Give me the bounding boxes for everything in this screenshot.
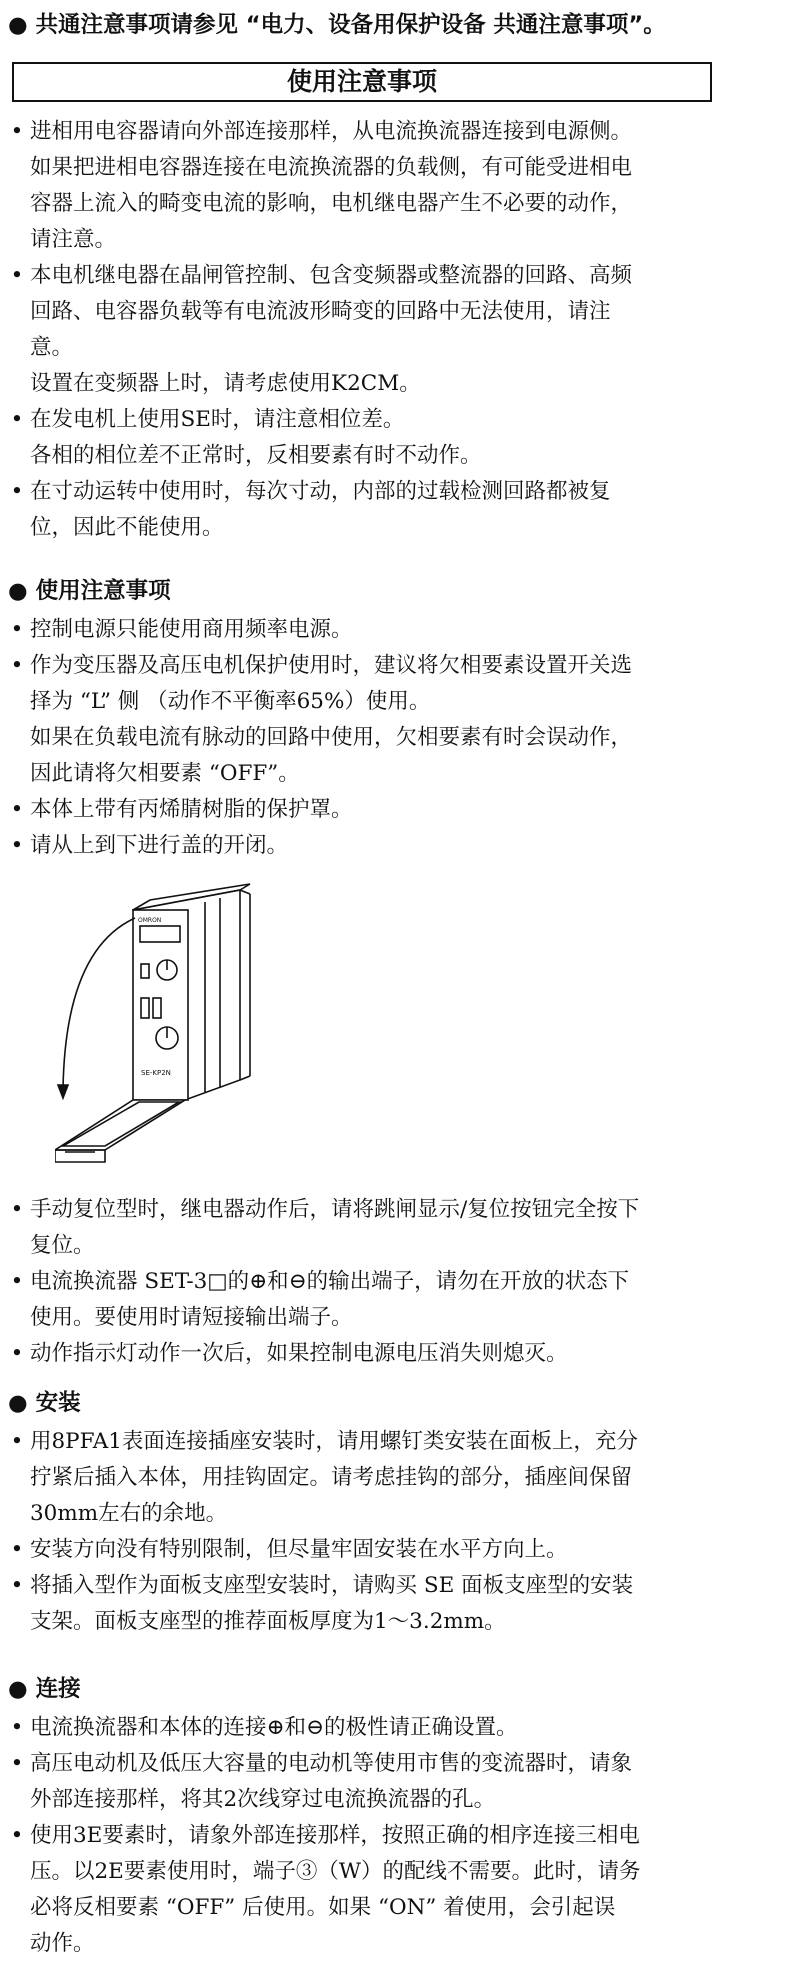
list-item-line: 动作指示灯动作一次后，如果控制电源电压消失则熄灭。	[30, 1341, 568, 1366]
bullet-dot: •	[10, 119, 24, 144]
list-item-line: 本电机继电器在晶闸管控制、包含变频器或整流器的回路、高频	[30, 263, 633, 288]
list-item-line: 如果在负载电流有脉动的回路中使用，欠相要素有时会误动作，	[30, 725, 633, 750]
list-item-line: 各相的相位差不正常时，反相要素有时不动作。	[30, 443, 482, 468]
bullet-dot: •	[10, 1269, 24, 1294]
list-item	[8, 612, 783, 648]
list-item-line: 电流换流器 SET-3□的⊕和⊖的输出端子，请勿在开放的状态下	[30, 1269, 630, 1294]
list-item	[8, 1336, 783, 1372]
precautions-list	[8, 114, 783, 546]
heading-text: 连接	[35, 1676, 81, 1702]
list-item-line: 动作。	[30, 1931, 95, 1956]
list-item	[8, 792, 783, 828]
bullet-dot: •	[10, 1823, 24, 1848]
bullet-dot: •	[10, 1537, 24, 1562]
list-item-line: 手动复位型时，继电器动作后，请将跳闸显示/复位按钮完全按下	[30, 1197, 640, 1222]
installation-list	[8, 1424, 783, 1640]
bullet-dot: •	[10, 1573, 24, 1598]
bullet-dot: •	[10, 407, 24, 432]
relay-cover-figure	[55, 880, 315, 1170]
bullet-dot: •	[10, 1429, 24, 1454]
list-item-line: 控制电源只能使用商用频率电源。	[30, 617, 353, 642]
heading-text: 使用注意事项	[35, 578, 171, 604]
list-item-line: 使用。要使用时请短接输出端子。	[30, 1305, 353, 1330]
list-item-line: 设置在变频器上时，请考虑使用K2CM。	[30, 371, 421, 396]
open-direction-arrow	[63, 918, 135, 1090]
list-item	[8, 1424, 783, 1532]
list-item	[8, 402, 783, 474]
top-note: ● 共通注意事项请参见 “电力、设备用保护设备 共通注意事项”。	[8, 12, 666, 38]
list-item	[8, 1746, 783, 1818]
list-item-line: 将插入型作为面板支座型安装时，请购买 SE 面板支座型的安装	[30, 1573, 634, 1598]
bullet-dot: •	[10, 797, 24, 822]
list-item	[8, 1192, 783, 1264]
bullet-dot: •	[10, 263, 24, 288]
section-title-box: 使用注意事项	[12, 62, 712, 102]
usage-precautions-heading	[8, 574, 768, 608]
list-item-line: 复位。	[30, 1233, 95, 1258]
list-item-line: 拧紧后插入本体，用挂钩固定。请考虑挂钩的部分，插座间保留	[30, 1465, 633, 1490]
list-item-line: 用8PFA1表面连接插座安装时，请用螺钉类安装在面板上，充分	[30, 1429, 638, 1454]
usage-precautions-list	[8, 612, 783, 864]
list-item-line: 外部连接那样，将其2次线穿过电流换流器的孔。	[30, 1787, 496, 1812]
brand-label: OMRON	[138, 917, 162, 924]
list-item-line: 意。	[30, 335, 74, 360]
heading-text: 安装	[35, 1390, 81, 1416]
bullet-dot: •	[10, 1715, 24, 1740]
list-item	[8, 258, 783, 402]
bullet-dot: •	[10, 479, 24, 504]
list-item-line: 压。以2E要素使用时，端子③（W）的配线不需要。此时，请务	[30, 1859, 641, 1884]
list-item-line: 位，因此不能使用。	[30, 515, 224, 540]
connection-list	[8, 1710, 783, 1962]
heading-bullet: ●	[8, 1390, 28, 1416]
list-item-line: 在发电机上使用SE时，请注意相位差。	[30, 407, 405, 432]
list-item-line: 在寸动运转中使用时，每次寸动，内部的过载检测回路都被复	[30, 479, 611, 504]
heading-bullet: ●	[8, 1676, 28, 1702]
list-item-line: 电流换流器和本体的连接⊕和⊖的极性请正确设置。	[30, 1715, 518, 1740]
list-item	[8, 1568, 783, 1640]
list-item-line: 作为变压器及高压电机保护使用时，建议将欠相要素设置开关选	[30, 653, 633, 678]
list-item-line: 请从上到下进行盖的开闭。	[30, 833, 289, 858]
list-item-line: 择为 “L” 侧 （动作不平衡率65%）使用。	[30, 689, 431, 714]
list-item	[8, 474, 783, 546]
list-item-line: 使用3E要素时，请象外部连接那样，按照正确的相序连接三相电	[30, 1823, 640, 1848]
list-item	[8, 648, 783, 792]
bullet-dot: •	[10, 617, 24, 642]
list-item	[8, 114, 783, 258]
bullet-dot: •	[10, 653, 24, 678]
list-item	[8, 828, 783, 864]
list-item-line: 如果把进相电容器连接在电流换流器的负载侧，有可能受进相电	[30, 155, 633, 180]
list-item-line: 进相用电容器请向外部连接那样，从电流换流器连接到电源侧。	[30, 119, 633, 144]
list-item	[8, 1532, 783, 1568]
list-item-line: 支架。面板支座型的推荐面板厚度为1～3.2mm。	[30, 1609, 506, 1634]
bullet-dot: •	[10, 1197, 24, 1222]
list-item-line: 高压电动机及低压大容量的电动机等使用市售的变流器时，请象	[30, 1751, 633, 1776]
bullet-dot: •	[10, 833, 24, 858]
heading-bullet: ●	[8, 578, 28, 604]
list-item-line: 安装方向没有特别限制，但尽量牢固安装在水平方向上。	[30, 1537, 568, 1562]
list-item-line: 30mm左右的余地。	[30, 1501, 228, 1526]
list-item	[8, 1710, 783, 1746]
bullet-dot: •	[10, 1751, 24, 1776]
model-label: SE-KP2N	[141, 1069, 171, 1077]
list-item-line: 本体上带有丙烯腈树脂的保护罩。	[30, 797, 353, 822]
open-cover	[55, 1100, 185, 1150]
list-item-line: 必将反相要素 “OFF” 后使用。如果 “ON” 着使用，会引起误	[30, 1895, 616, 1920]
bullet-dot: •	[10, 1341, 24, 1366]
reset-precautions-list	[8, 1192, 783, 1372]
list-item-line: 请注意。	[30, 227, 117, 252]
list-item-line: 容器上流入的畸变电流的影响，电机继电器产生不必要的动作，	[30, 191, 633, 216]
connection-heading	[8, 1672, 768, 1706]
installation-heading	[8, 1386, 768, 1420]
list-item-line: 回路、电容器负载等有电流波形畸变的回路中无法使用，请注	[30, 299, 611, 324]
list-item	[8, 1818, 783, 1962]
list-item-line: 因此请将欠相要素 “OFF”。	[30, 761, 300, 786]
list-item	[8, 1264, 783, 1336]
